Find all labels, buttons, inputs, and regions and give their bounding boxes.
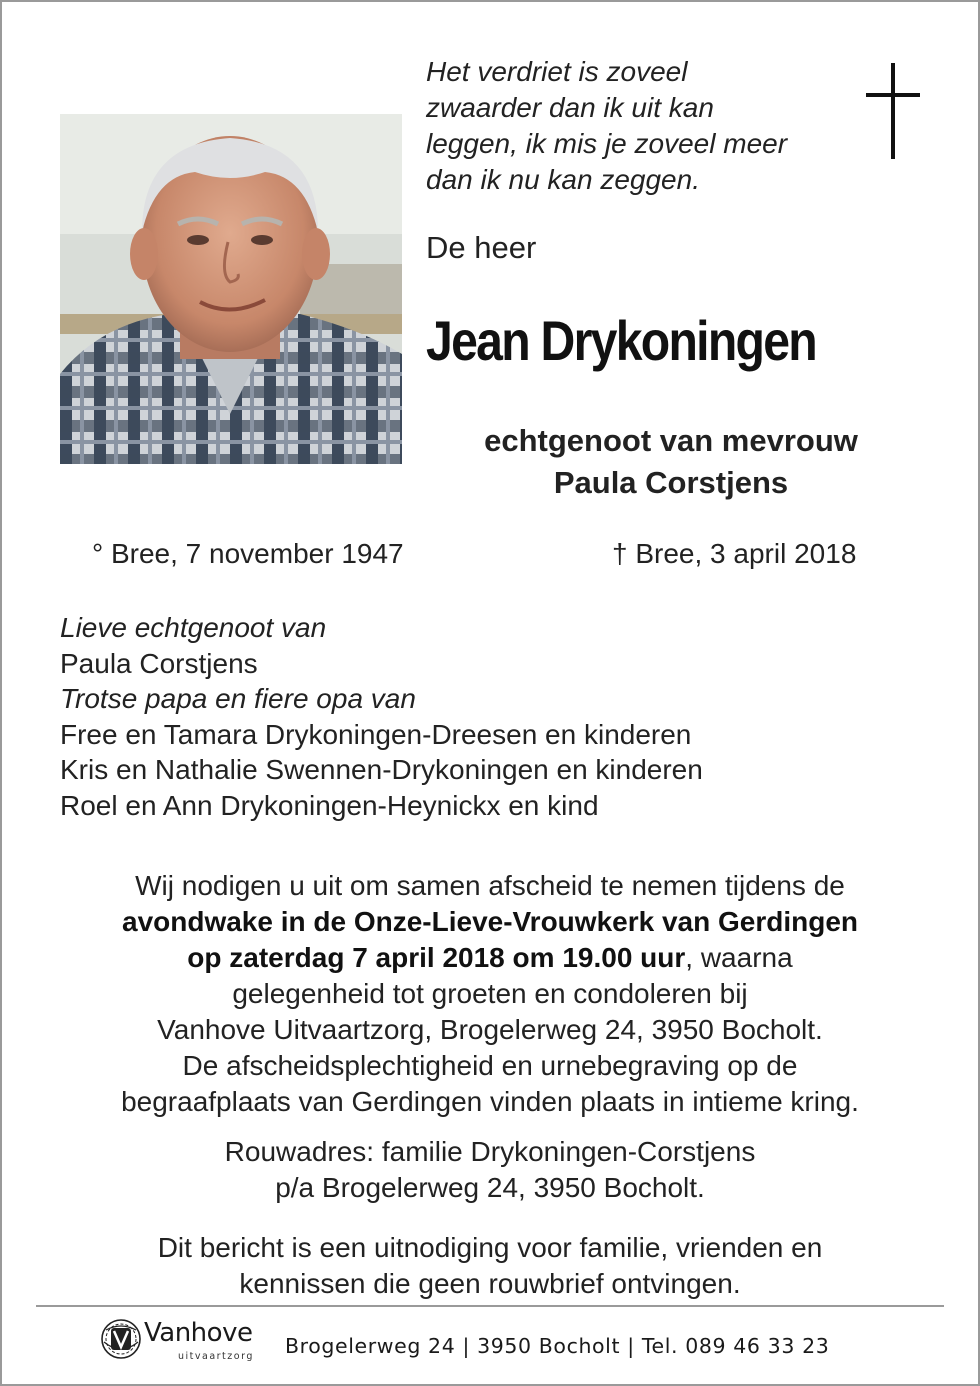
notice-line: Dit bericht is een uitnodiging voor familie, vrienden en	[157, 1232, 823, 1263]
family-intro: Trotse papa en fiere opa van	[60, 683, 416, 714]
invitation-line: , waarna	[685, 942, 793, 973]
family-child: Free en Tamara Drykoningen-Dreesen en kinderen	[60, 718, 692, 750]
address-line: Rouwadres: familie Drykoningen-Corstjens	[224, 1136, 756, 1167]
invitation-line: begraafplaats van Gerdingen vinden plaats in intieme kring.	[121, 1086, 859, 1117]
salutation: De heer	[426, 230, 537, 265]
vanhove-logo	[98, 1314, 278, 1364]
poem-line: Het verdriet is zoveel	[426, 56, 688, 87]
invitation-text	[40, 868, 940, 1120]
spouse-line-1: echtgenoot van mevrouw	[484, 423, 858, 458]
notice-line: kennissen die geen rouwbrief ontvingen.	[239, 1268, 741, 1299]
family-partner: Paula Corstjens	[60, 647, 258, 679]
family-child: Roel en Ann Drykoningen-Heynickx en kind	[60, 789, 599, 821]
spouse-block	[426, 420, 916, 504]
logo-subtitle: uitvaartzorg	[178, 1351, 254, 1362]
invitation-line: gelegenheid tot groeten en condoleren bij	[232, 978, 748, 1009]
invitation-bold: avondwake in de Onze-Lieve-Vrouwkerk van Gerdingen	[122, 906, 858, 937]
invitation-line: De afscheidsplechtigheid en urnebegraving op de	[182, 1050, 798, 1081]
birth-date: ° Bree, 7 november 1947	[92, 538, 404, 569]
poem-line: dan ik nu kan zeggen.	[426, 164, 700, 195]
deceased-name: Jean Drykoningen	[426, 309, 816, 372]
poem-line: zwaarder dan ik uit kan	[426, 92, 714, 123]
family-child: Kris en Nathalie Swennen-Drykoningen en kinderen	[60, 754, 703, 785]
memorial-poem	[426, 54, 846, 198]
family-intro: Lieve echtgenoot van	[60, 612, 327, 643]
address-line: p/a Brogelerweg 24, 3950 Bocholt.	[275, 1172, 705, 1203]
mourning-address	[40, 1134, 940, 1206]
cross-icon	[866, 63, 920, 159]
spouse-name: Paula Corstjens	[553, 465, 789, 500]
invitation-bold: op zaterdag 7 april 2018 om 19.00 uur	[187, 942, 686, 973]
death-date: † Bree, 3 april 2018	[612, 538, 857, 569]
vanhove-logo-icon	[98, 1316, 144, 1362]
family-list	[60, 610, 940, 823]
portrait-photo	[60, 114, 402, 464]
footer-divider	[36, 1305, 944, 1307]
invitation-line: Vanhove Uitvaartzorg, Brogelerweg 24, 3950 Bocholt.	[157, 1014, 823, 1045]
invitation-line: Wij nodigen u uit om samen afscheid te nemen tijdens de	[135, 870, 845, 901]
footer-contact: Brogelerweg 24 | 3950 Bocholt | Tel. 089 46 33 23	[285, 1334, 830, 1358]
notice-text	[40, 1230, 940, 1302]
logo-name: Vanhove	[144, 1318, 253, 1348]
poem-line: leggen, ik mis je zoveel meer	[426, 128, 788, 159]
